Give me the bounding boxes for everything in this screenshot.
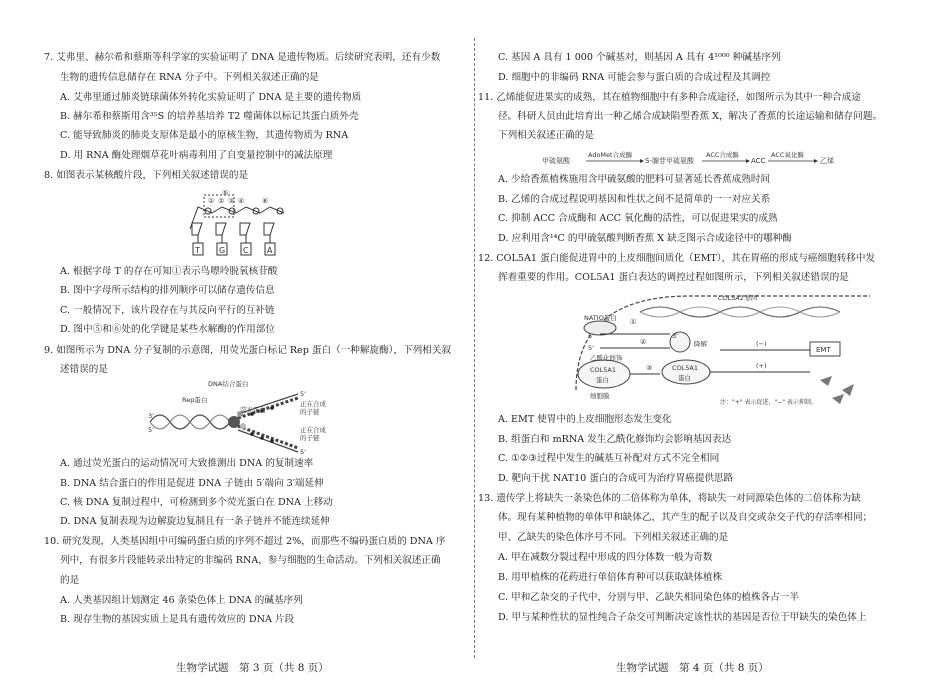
q8-option-a: A. 根据字母 T 的存在可知①表示鸟嘌呤脱氧核苷酸: [60, 266, 278, 277]
q13-option-b: B. 用甲植株的花药进行单倍体育种可以获取缺体植株: [498, 572, 723, 583]
ethylene-pathway-figure: [542, 147, 882, 169]
inhibit-sign: (−): [756, 340, 767, 348]
synthesizing-top-2: 的子链: [300, 408, 320, 416]
synthesizing-bottom-1: 正在合成: [300, 426, 326, 434]
q7-stem-line2: 生物的遗传信息储存在 RNA 分子中。下列相关叙述正确的是: [60, 72, 319, 83]
q7-option-d: D. 用 RNA 酶处理烟草花叶病毒利用了自变量控制中的减法原理: [60, 150, 333, 161]
fig8-label-4: ④: [238, 197, 245, 205]
cell-membrane-label: 细胞膜: [590, 392, 610, 400]
degradation-label: 降解: [694, 340, 707, 348]
step-1-label: ①: [630, 318, 637, 326]
fig8-label-6: ⑥: [262, 197, 269, 205]
q7-option-a: A. 艾弗里通过肺炎链球菌体外转化实验证明了 DNA 是主要的遗传物质: [60, 92, 362, 103]
nucleic-acid-fragment-figure: [178, 187, 308, 259]
col5a1-gene-label: COL5A1基因: [718, 294, 757, 302]
three-prime-1: 3': [672, 332, 678, 340]
q13-stem-line2: 体。现有某种植物的单体甲和缺体乙，其产生的配子以及自交或杂交子代的存活率相同；: [498, 512, 873, 523]
five-prime-bottom: 5': [300, 448, 306, 456]
page-3: [0, 0, 474, 688]
promote-sign: (+): [756, 362, 767, 370]
base-c: C: [243, 246, 249, 255]
q10-option-c: C. 基因 A 具有 1 000 个碱基对，则基因 A 具有 4¹⁰⁰⁰ 种碱基序列: [498, 52, 781, 63]
step-3-label: ③: [646, 364, 653, 372]
q8-option-b: B. 图中字母所示结构的排列顺序可以储存遗传信息: [60, 285, 275, 296]
q10-stem-line2: 列中，有很多片段能转录出特定的非编码 RNA，参与细胞的生命活动。下列相关叙述正确: [60, 555, 441, 566]
base-a: A: [267, 246, 273, 255]
col5a1-protein-right-1: COL5A1: [672, 364, 698, 372]
col5a1-protein-left-1: COL5A1: [590, 366, 616, 374]
q9-option-c: C. 核 DNA 复制过程中，可检测到多个荧光蛋白在 DNA 上移动: [60, 497, 333, 508]
q11-stem-line1: 11. 乙烯能促进果实的成熟，其在植物细胞中有多种合成途径，如图所示为其中一种合成途: [478, 92, 861, 103]
page-4-footer: 生物学试题 第 4 页（共 8 页）: [616, 662, 769, 674]
q12-stem-line2: 挥着重要的作用。COL5A1 蛋白表达的调控过程如图所示，下列相关叙述错误的是: [498, 272, 849, 283]
pathway-enzyme-adomet: AdoMet合成酶: [588, 151, 633, 159]
q10-option-a: A. 人类基因组计划测定 46 条染色体上 DNA 的碱基序列: [60, 595, 303, 606]
step-2-label: ②: [640, 338, 647, 346]
dna-binding-protein-label: DNA结合蛋白: [208, 380, 249, 388]
fig8-label-3: ③: [228, 197, 235, 205]
pathway-methionine: 甲硫氨酸: [542, 157, 570, 165]
q9-stem-line2: 述错误的是: [60, 364, 108, 375]
q12-option-b: B. 组蛋白和 mRNA 发生乙酰化修饰均会影响基因表达: [498, 434, 732, 445]
q12-option-a: A. EMT 使胃中的上皮细胞形态发生变化: [498, 414, 672, 425]
five-prime-2: 5': [588, 344, 594, 352]
col5a1-regulation-figure: [570, 290, 870, 410]
emt-label: EMT: [816, 346, 831, 354]
q11-option-a: A. 少给香蕉植株施用含甲硫氨酸的肥料可显著延长香蕉成熟时间: [498, 174, 771, 185]
figure-note: 注："+" 表示促进，"−" 表示抑制。: [720, 399, 817, 406]
q11-stem-line3: 下列相关叙述正确的是: [498, 130, 594, 141]
q13-stem-line1: 13. 遗传学上将缺失一条染色体的二倍体称为单体，将缺失一对同源染色体的二倍体称为缺: [478, 493, 861, 504]
q10-stem-line3: 的是: [60, 575, 80, 586]
three-prime-left: 3': [148, 412, 154, 420]
q7-stem-line1: 7. 艾弗里、赫尔希和蔡斯等科学家的实验证明了 DNA 是遗传物质。后续研究表明，还有少数: [44, 52, 441, 63]
acetylation-label: 乙酰化修饰: [590, 354, 623, 362]
pathway-enzyme-acc-synthase: ACC合成酶: [706, 151, 739, 159]
five-prime-top: 5': [300, 390, 306, 398]
fig8-label-5: ⑤: [222, 189, 229, 197]
col5a1-protein-left-2: 蛋白: [596, 376, 609, 384]
page-3-footer: 生物学试题 第 3 页（共 8 页）: [176, 662, 329, 674]
q7-option-c: C. 能导致肺炎的肺炎支原体是最小的原核生物，其遗传物质为 RNA: [60, 130, 349, 141]
q13-stem-line3: 甲、乙缺失的染色体序号不同。下列相关叙述正确的是: [498, 532, 729, 543]
q12-option-c: C. ①②③过程中发生的碱基互补配对方式不完全相同: [498, 453, 720, 464]
q7-option-b: B. 赫尔希和蔡斯用含³⁵S 的培养基培养 T2 噬菌体以标记其蛋白质外壳: [60, 111, 359, 122]
q11-option-d: D. 应利用含¹⁴C 的甲硫氨酸判断香蕉 X 缺乏图示合成途径中的哪种酶: [498, 233, 792, 244]
fig8-label-2: ②: [218, 197, 225, 205]
col5a1-protein-right-2: 蛋白: [678, 374, 691, 382]
rep-protein-label: Rep蛋白: [182, 396, 208, 404]
base-g: G: [219, 246, 226, 255]
q12-option-d: D. 靶向干扰 NAT10 蛋白的合成可为治疗胃癌提供思路: [498, 473, 734, 484]
pathway-acc: ACC: [751, 157, 766, 165]
pathway-ethylene: 乙烯: [820, 157, 834, 165]
five-prime-1: 5': [588, 332, 594, 340]
q13-option-a: A. 甲在减数分裂过程中形成的四分体数一般为奇数: [498, 552, 713, 563]
q9-stem-line1: 9. 如图所示为 DNA 分子复制的示意图，用荧光蛋白标记 Rep 蛋白（一种解旋酶），下列相关叙: [44, 345, 452, 356]
q8-option-d: D. 图中⑤和⑥处的化学键是某些水解酶的作用部位: [60, 324, 275, 335]
dna-replication-figure: [148, 378, 358, 458]
fluorescent-protein-label: 荧光蛋白: [240, 406, 266, 414]
base-t: T: [195, 246, 200, 255]
q8-option-c: C. 一般情况下，该片段存在与其反向平行的互补链: [60, 305, 275, 316]
q10-stem-line1: 10. 研究发现，人类基因组中可编码蛋白质的序列不超过 2%，而那些不编码蛋白质的 DNA 序: [44, 536, 446, 547]
q11-option-b: B. 乙烯的合成过程说明基因和性状之间不是简单的一一对应关系: [498, 194, 771, 205]
q11-stem-line2: 径。科研人员由此培育出一种乙烯合成缺陷型香蕉 X，解决了香蕉的长途运输和储存问题。: [498, 111, 883, 122]
synthesizing-top-1: 正在合成: [300, 400, 326, 408]
fig8-label-1: ①: [208, 197, 215, 205]
q9-option-b: B. DNA 结合蛋白的作用是促进 DNA 子链由 5′端向 3′端延伸: [60, 478, 324, 489]
q10-option-d: D. 细胞中的非编码 RNA 可能会参与蛋白质的合成过程及其调控: [498, 72, 771, 83]
q9-option-d: D. DNA 复制表现为边解旋边复制且有一条子链并不能连续延伸: [60, 516, 330, 527]
q9-option-a: A. 通过荧光蛋白的运动情况可大致推测出 DNA 的复制速率: [60, 458, 314, 469]
synthesizing-bottom-2: 的子链: [300, 434, 320, 442]
q10-option-b: B. 现存生物的基因实质上是具有遗传效应的 DNA 片段: [60, 614, 295, 625]
pathway-sam: S-腺苷甲硫氨酸: [645, 157, 694, 165]
q8-stem: 8. 如图表示某核酸片段，下列相关叙述错误的是: [44, 170, 249, 181]
q11-option-c: C. 抑制 ACC 合成酶和 ACC 氧化酶的活性，可以促进果实的成熟: [498, 213, 778, 224]
five-prime-left: 5': [148, 426, 154, 434]
column-divider: [474, 38, 475, 658]
q13-option-d: D. 甲与某种性状的显性纯合子杂交可判断决定该性状的基因是否位于甲缺失的染色体上: [498, 612, 867, 623]
page-4: [476, 0, 950, 688]
q13-option-c: C. 甲和乙杂交的子代中，分别与甲、乙缺失相同染色体的植株各占一半: [498, 592, 799, 603]
pathway-enzyme-acc-oxidase: ACC氧化酶: [771, 151, 804, 159]
nat10-label: NATIO蛋白: [584, 314, 617, 322]
q12-stem-line1: 12. COL5A1 蛋白能促进胃中的上皮细胞间质化（EMT），其在胃癌的形成与癌细胞转移中发: [478, 253, 876, 264]
